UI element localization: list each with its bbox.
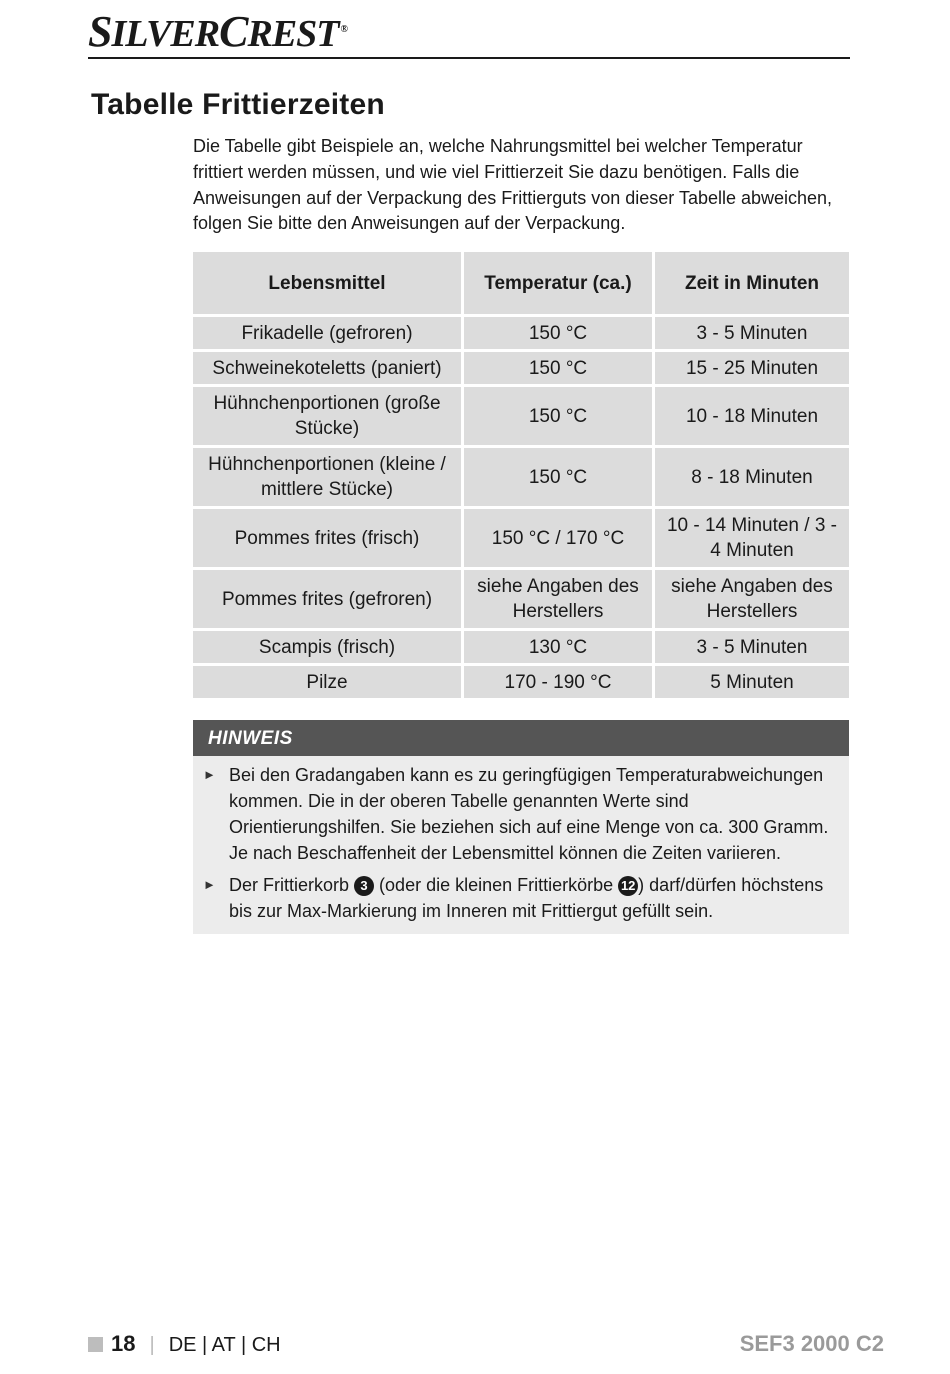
cell-food: Pommes frites (frisch) <box>193 509 461 567</box>
note-text-middle: (oder die kleinen Frittierkörbe <box>379 875 614 895</box>
table-row <box>193 631 849 663</box>
page-footer <box>88 1330 281 1358</box>
table-header-row <box>193 252 849 314</box>
model-number: SEF3 2000 C2 <box>739 1331 884 1356</box>
header-food: Lebensmittel <box>193 252 461 314</box>
cell-time: 5 Minuten <box>655 666 849 698</box>
note-body <box>193 756 849 934</box>
frying-times-table <box>190 249 852 701</box>
square-marker-icon <box>88 1337 103 1352</box>
page-title: Tabelle Frittierzeiten <box>91 88 385 121</box>
part-number-badge: 3 <box>354 876 374 896</box>
cell-food: Scampis (frisch) <box>193 631 461 663</box>
cell-food: Hühnchenportionen (große Stücke) <box>193 387 461 445</box>
triangle-bullet-icon: ► <box>203 877 216 892</box>
note-text-start: Der Frittierkorb <box>229 875 350 895</box>
cell-time: 10 - 14 Minuten / 3 - 4 Minuten <box>655 509 849 567</box>
table-row <box>193 570 849 628</box>
table-row <box>193 352 849 384</box>
triangle-bullet-icon: ► <box>203 767 216 782</box>
note-text: Bei den Gradangaben kann es zu geringfügigen Temperaturabweichungen kommen. Die in der oberen Tabelle genannten Werte sind Orientierungshilfen. Sie beziehen sich auf eine Menge von ca. 300 Gramm. Je nach Beschaffenheit der Lebensmittel können die Zeiten variieren. <box>229 765 829 863</box>
cell-food: Hühnchenportionen (kleine / mittlere Stücke) <box>193 448 461 506</box>
cell-time: 3 - 5 Minuten <box>655 631 849 663</box>
table-row <box>193 448 849 506</box>
cell-time: siehe Angaben des Herstellers <box>655 570 849 628</box>
note-item <box>203 872 839 924</box>
table-row <box>193 317 849 349</box>
header-temperature: Temperatur (ca.) <box>464 252 652 314</box>
cell-temp: 150 °C <box>464 352 652 384</box>
header-divider <box>88 57 850 59</box>
page-number: 18 <box>111 1331 136 1356</box>
cell-temp: 150 °C <box>464 387 652 445</box>
table-row <box>193 666 849 698</box>
part-number-badge: 12 <box>618 876 638 896</box>
intro-paragraph: Die Tabelle gibt Beispiele an, welche Nahrungsmittel bei welcher Temperatur frittiert werden müssen, und wie viel Frittierzeit Sie dazu benötigen. Falls die Anweisungen auf der Verpackung des Frittierguts von dieser Tabelle abweichen, folgen Sie bitte den Anweisungen auf der Verpackung. <box>193 136 833 234</box>
note-item <box>203 762 839 866</box>
cell-temp: 150 °C <box>464 317 652 349</box>
note-box <box>193 720 849 934</box>
cell-time: 15 - 25 Minuten <box>655 352 849 384</box>
country-codes: DE | AT | CH <box>168 1334 281 1356</box>
footer-separator: | <box>149 1334 155 1356</box>
cell-temp: 170 - 190 °C <box>464 666 652 698</box>
cell-temp: siehe Angaben des Herstellers <box>464 570 652 628</box>
header-time: Zeit in Minuten <box>655 252 849 314</box>
cell-time: 3 - 5 Minuten <box>655 317 849 349</box>
cell-temp: 130 °C <box>464 631 652 663</box>
cell-food: Schweinekoteletts (paniert) <box>193 352 461 384</box>
brand-logo: SILVERCREST ® <box>88 7 348 56</box>
cell-food: Pilze <box>193 666 461 698</box>
table-row <box>193 387 849 445</box>
table-row <box>193 509 849 567</box>
note-heading: HINWEIS <box>193 720 849 756</box>
cell-time: 10 - 18 Minuten <box>655 387 849 445</box>
note-text-end: ) darf/dürfen höchstens bis zur Max-Markierung im Inneren mit Frittiergut gefüllt sein. <box>229 875 824 921</box>
cell-food: Pommes frites (gefroren) <box>193 570 461 628</box>
cell-temp: 150 °C / 170 °C <box>464 509 652 567</box>
cell-time: 8 - 18 Minuten <box>655 448 849 506</box>
cell-food: Frikadelle (gefroren) <box>193 317 461 349</box>
cell-temp: 150 °C <box>464 448 652 506</box>
